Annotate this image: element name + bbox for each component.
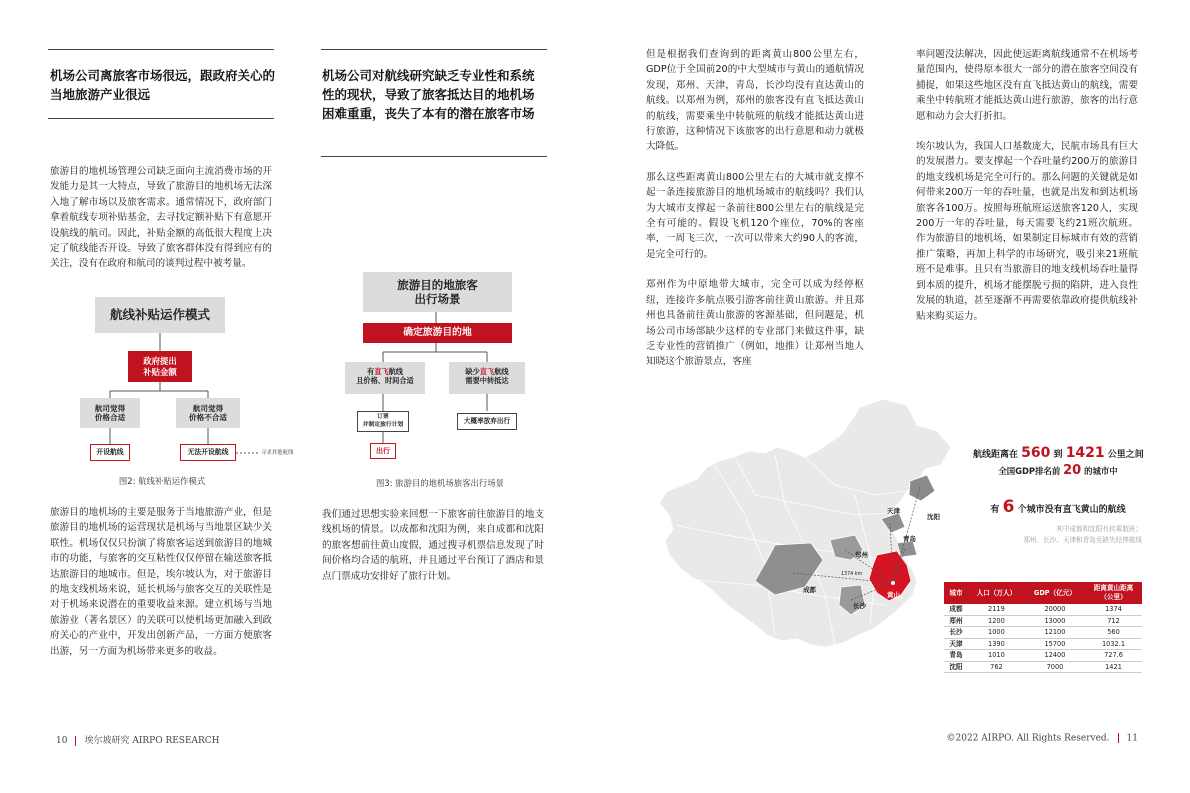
map-note-1: 其中成都和沈阳有转乘航班； <box>1056 525 1142 533</box>
fig3-right-post: 航线 需要中转抵达 <box>465 367 509 385</box>
map-line3-pre: 有 <box>990 505 1000 515</box>
table-cell: 13000 <box>1025 615 1085 627</box>
map-line2-n: 20 <box>1063 463 1082 478</box>
col3-paragraph: 郑州作为中原地带大城市，完全可以成为经停枢纽，连接许多航点吸引游客前往黄山旅游。并且郑州也具备前往黄山旅游的客源基础，但问题是，机场公司市场部缺少这样的专业部门来做这件事，缺乏专业性的营销推广（例如，地推）让郑州当地人知晓这个旅游景点，客座 <box>646 279 864 368</box>
table-cell: 成都 <box>944 604 968 615</box>
table-header-row <box>944 582 1142 604</box>
map-line1-mid: 到 <box>1053 450 1063 460</box>
label-huangshan: 黄山 <box>887 591 900 599</box>
table-cell: 1421 <box>1085 661 1142 673</box>
fig3-dest-box: 确定旅游目的地 <box>363 323 512 343</box>
fig3-right-box <box>449 362 525 394</box>
table-cell: 1390 <box>968 638 1025 650</box>
china-map <box>655 395 955 685</box>
table-row <box>944 627 1142 639</box>
table-body <box>944 604 1142 673</box>
label-tianjin: 天津 <box>887 507 900 515</box>
table-row <box>944 650 1142 662</box>
table-cell: 1374 <box>1085 604 1142 615</box>
table-cell: 712 <box>1085 615 1142 627</box>
page-number-left: 10 <box>56 736 68 746</box>
fig2-noopen-box: 无法开设航线 <box>180 444 236 461</box>
label-qingdao: 青岛 <box>903 535 916 543</box>
col3-paragraph: 但是根据我们查询到的距离黄山800公里左右，GDP位于全国前20的中大型城市与黄山的通航情况发现，郑州、天津，青岛，长沙均没有直达黄山的航线。以郑州为例，郑州的旅客没有直飞抵达黄山的航线，需要乘坐中转航班的航线才能抵达黄山进行旅游，这种情况下该旅客的出行意愿和动力就极大降低。 <box>646 49 864 153</box>
fig3-caption: 图3: 旅游目的地机场旅客出行场景 <box>375 478 505 488</box>
col4-paragraph: 埃尔坡认为，我国人口基数庞大，民航市场具有巨大的发展潜力。要支撑起一个吞吐量约200万的旅游目的地支线机场是完全可行的。那么问题的关键就是如何带来200万一年的吞吐量，也就是出发和到达机场旅客各100万。按照每班航班运送旅客120人，实现200万一年的吞吐量，每天需要飞约21班次航班。作为旅游目的地机场，如果制定目标城市有效的营销推广策略，再加上科学的市场研究，吸引来21班航班不是难事。且只有当旅游目的地支线机场吞吐量得到本质的提升，机场才能摆脱亏损的陷阱，进入良性发展的轨道，甚至逐渐不再需要依靠政府提供航线补贴来购买运力。 <box>916 141 1138 322</box>
table-cell: 727.6 <box>1085 650 1142 662</box>
table-cell: 沈阳 <box>944 661 968 673</box>
page-number-right: 11 <box>1126 733 1138 744</box>
table-header: 人口（万人） <box>968 582 1025 604</box>
table-cell: 12400 <box>1025 650 1085 662</box>
footer-left <box>56 733 220 746</box>
label-zhengzhou: 郑州 <box>855 551 868 559</box>
map-note-2: 郑州、长沙、天津和青岛至缺失经停航线 <box>1023 536 1142 544</box>
table-row <box>944 615 1142 627</box>
fig3-title: 旅游目的地旅客 出行场景 <box>363 272 512 312</box>
map-line3-n: 6 <box>1002 497 1015 517</box>
fig3-left-highlight: 直飞 <box>374 367 389 376</box>
fig3-left-box <box>345 362 425 394</box>
map-note <box>960 524 1142 546</box>
table-cell: 1010 <box>968 650 1025 662</box>
footer-left-text: 埃尔坡研究 AIRPO RESEARCH <box>84 736 220 746</box>
fig3-left-post: 航线 且价格、时间合适 <box>356 367 414 385</box>
map-line1-post: 公里之间 <box>1107 450 1144 460</box>
fig3-connectors <box>0 0 560 470</box>
map-line2-pre: 全国GDP排名前 <box>998 466 1061 476</box>
table-cell: 1000 <box>968 627 1025 639</box>
footer-right <box>947 733 1139 744</box>
fig3-right-pre: 缺少 <box>465 367 480 376</box>
fig2-left-box: 航司觉得 价格合适 <box>80 398 140 428</box>
map-line1-a: 560 <box>1021 445 1051 461</box>
col2-heading: 机场公司对航线研究缺乏专业性和系统性的现状，导致了旅客抵达目的地机场困难重重，丧失了本有的潜在旅客市场 <box>322 68 535 121</box>
footer-right-text: ©2022 AIRPO. All Rights Reserved. <box>946 733 1110 744</box>
col1-paragraph: 旅游目的地机场的主要是服务于当地旅游产业，但是旅游目的地机场的运营现状是机场与当地景区缺少关联性。机场仅仅只扮演了将旅客运送到旅游目的地城市的功能，与旅客的交互粘性仅仅停留在输送旅客抵达旅游目的地城市。但是，埃尔坡认为，对于旅游目的地支线机场来说，延长机场与旅客交互的关联性是对于机场来说潜在的重要收益来源。建立机场与当地旅游业（著名景区）的关联可以使机场更加融入到政府关心的产业中，开发出创新产品，一方面方便旅客出游，另一方面为机场带来更多的收益。 <box>50 507 272 657</box>
fig3-left-pre: 有 <box>367 367 375 376</box>
fig3-order-box: 订票 并制定旅行计划 <box>357 411 409 432</box>
col3-paragraph: 那么这些距离黄山800公里左右的大城市就支撑不起一条连接旅游目的地机场城市的航线吗？我们认为大城市支撑起一条前往800公里左右的航线是完全有可能的。假设飞机120个座位，70%的客座率，一周飞三次，一次可以带来大约90人的客流，是完全可行的。 <box>646 171 864 260</box>
table-cell: 1032.1 <box>1085 638 1142 650</box>
table-cell: 20000 <box>1025 604 1085 615</box>
map-line2-post: 的城市中 <box>1084 466 1118 476</box>
table-header: 城市 <box>944 582 968 604</box>
table-cell: 青岛 <box>944 650 968 662</box>
map-line3 <box>970 497 1146 517</box>
fig2-title: 航线补贴运作模式 <box>95 297 225 333</box>
col4-text <box>916 47 1138 339</box>
table-cell: 7000 <box>1025 661 1085 673</box>
fig2-other-label: 寻求其他航线 <box>261 450 294 456</box>
label-shenyang: 沈阳 <box>927 513 940 521</box>
label-changsha: 长沙 <box>853 602 866 610</box>
table-cell: 郑州 <box>944 615 968 627</box>
table-cell: 15700 <box>1025 638 1085 650</box>
china-landmass <box>659 399 951 647</box>
fig2-caption: 图2: 航线补贴运作模式 <box>118 476 206 486</box>
table-header: GDP（亿元） <box>1025 582 1085 604</box>
table-cell: 560 <box>1085 627 1142 639</box>
fig2-gov-box: 政府提出 补贴金额 <box>128 351 192 382</box>
map-line1 <box>973 445 1143 461</box>
huangshan-dot <box>891 581 895 585</box>
table-header: 距离黄山距离 （公里） <box>1085 582 1142 604</box>
table-cell: 1200 <box>968 615 1025 627</box>
map-line1-b: 1421 <box>1065 445 1105 461</box>
fig2-right-box: 航司觉得 价格不合适 <box>176 398 240 428</box>
table-cell: 762 <box>968 661 1025 673</box>
table-cell: 12100 <box>1025 627 1085 639</box>
map-line3-post: 个城市没有直飞黄山的航线 <box>1017 505 1126 515</box>
city-table <box>944 582 1142 673</box>
table-cell: 2119 <box>968 604 1025 615</box>
label-chengdu: 成都 <box>803 586 816 594</box>
table-cell: 长沙 <box>944 627 968 639</box>
fig3-abandon-box: 大概率放弃出行 <box>457 413 517 430</box>
table-row <box>944 604 1142 615</box>
col1-paragraph: 旅游目的地机场管理公司缺乏面向主流消费市场的开发能力是其一大特点，导致了旅游目的地机场无法深入地了解市场以及旅客需求。通常情况下，政府部门拿着航线专项补贴基金，去寻找定额补贴下有意愿开设航线的航司。因此，补贴金额的高低很大程度上决定了航线能否开设。导致了旅客群体没有得到应有的关注，没有在政府和航司的谈判过程中被考量。 <box>50 166 272 270</box>
label-distance: 1374 km <box>841 572 863 577</box>
col2-text <box>322 507 544 599</box>
fig3-travel-box: 出行 <box>370 443 396 459</box>
table-row <box>944 661 1142 673</box>
map-line1-pre: 航线距离在 <box>973 450 1019 460</box>
col4-paragraph: 率问题没法解决，因此使远距离航线通常不在机场考量范围内，使得原本很大一部分的潜在旅客空间没有捕捉，如果这些地区没有直飞抵达黄山的航线，需要乘坐中转航班才能抵达黄山进行旅游，旅客的出行意愿和动力会大打折扣。 <box>916 49 1138 122</box>
col1-heading: 机场公司离旅客市场很远，跟政府关心的当地旅游产业很远 <box>50 68 276 102</box>
col3-text <box>646 47 864 385</box>
table-cell: 天津 <box>944 638 968 650</box>
col1-text-bottom <box>50 505 272 674</box>
col2-paragraph: 我们通过思想实验来回想一下旅客前往旅游目的地支线机场的情景。以成都和沈阳为例，来自成都和沈阳的旅客想前往黄山度假，通过搜寻机票信息发现了时间价格均合适的航班，并且通过平台预订了酒店和景点门票成功安排好了旅行计划。 <box>322 509 544 582</box>
map-line2 <box>973 463 1143 478</box>
fig2-open-box: 开设航线 <box>90 444 130 461</box>
table-row <box>944 638 1142 650</box>
fig3-right-highlight: 直飞 <box>479 367 495 376</box>
